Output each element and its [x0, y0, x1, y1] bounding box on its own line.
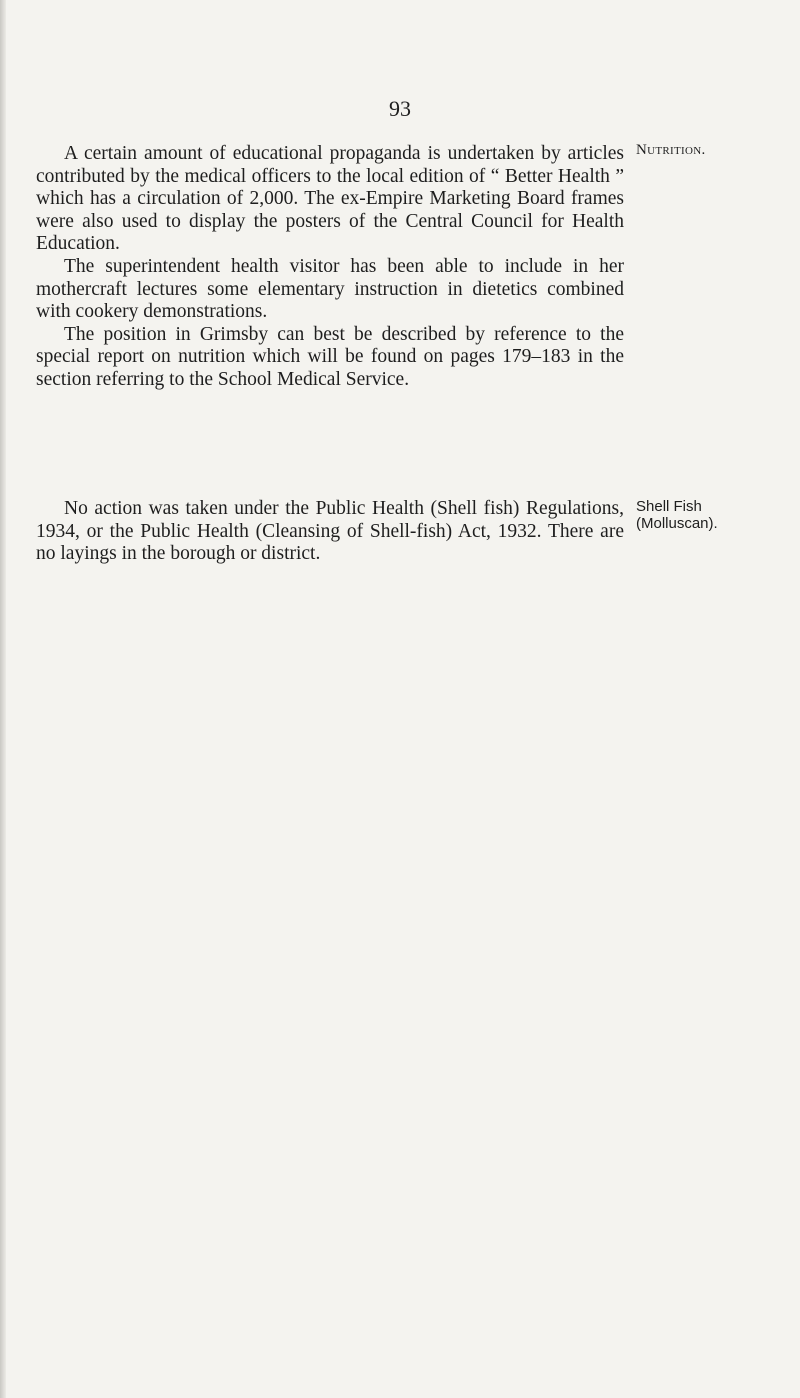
paragraph-block-nutrition — [36, 143, 624, 392]
page-number: 93 — [389, 96, 411, 121]
margin-note-nutrition: Nutrition. — [636, 142, 706, 158]
margin-note-shell-fish-line1: Shell Fish — [636, 498, 702, 515]
paragraph-grimsby-position: The position in Grimsby can best be described by reference to the special report on nutrition which will be found on pages 179–183 in the section referring to the School Medical Service. — [36, 323, 624, 390]
page-edge-shadow — [0, 0, 6, 1398]
paragraph-block-shellfish — [36, 498, 624, 566]
margin-note-shell-fish — [636, 498, 718, 532]
paragraph-propaganda: A certain amount of educational propaganda is undertaken by articles contributed by the medical officers to the local edition of “ Better Health ” which has a circulation of 2,000. The ex-Empire Marketing Board frames were also used to display the posters of the Central Council for Health Education. — [36, 143, 624, 255]
paragraph-mothercraft: The superintendent health visitor has been able to include in her mothercraft lectures some elementary instruction in dietetics combined with cookery demonstrations. — [36, 255, 624, 323]
paragraph-shellfish-regulations: No action was taken under the Public Health (Shell fish) Regulations, 1934, or the Public Health (Cleansing of Shell-fish) Act, 1932. There are no layings in the borough or district. — [36, 498, 624, 565]
margin-note-shell-fish-line2: (Molluscan). — [636, 515, 718, 532]
